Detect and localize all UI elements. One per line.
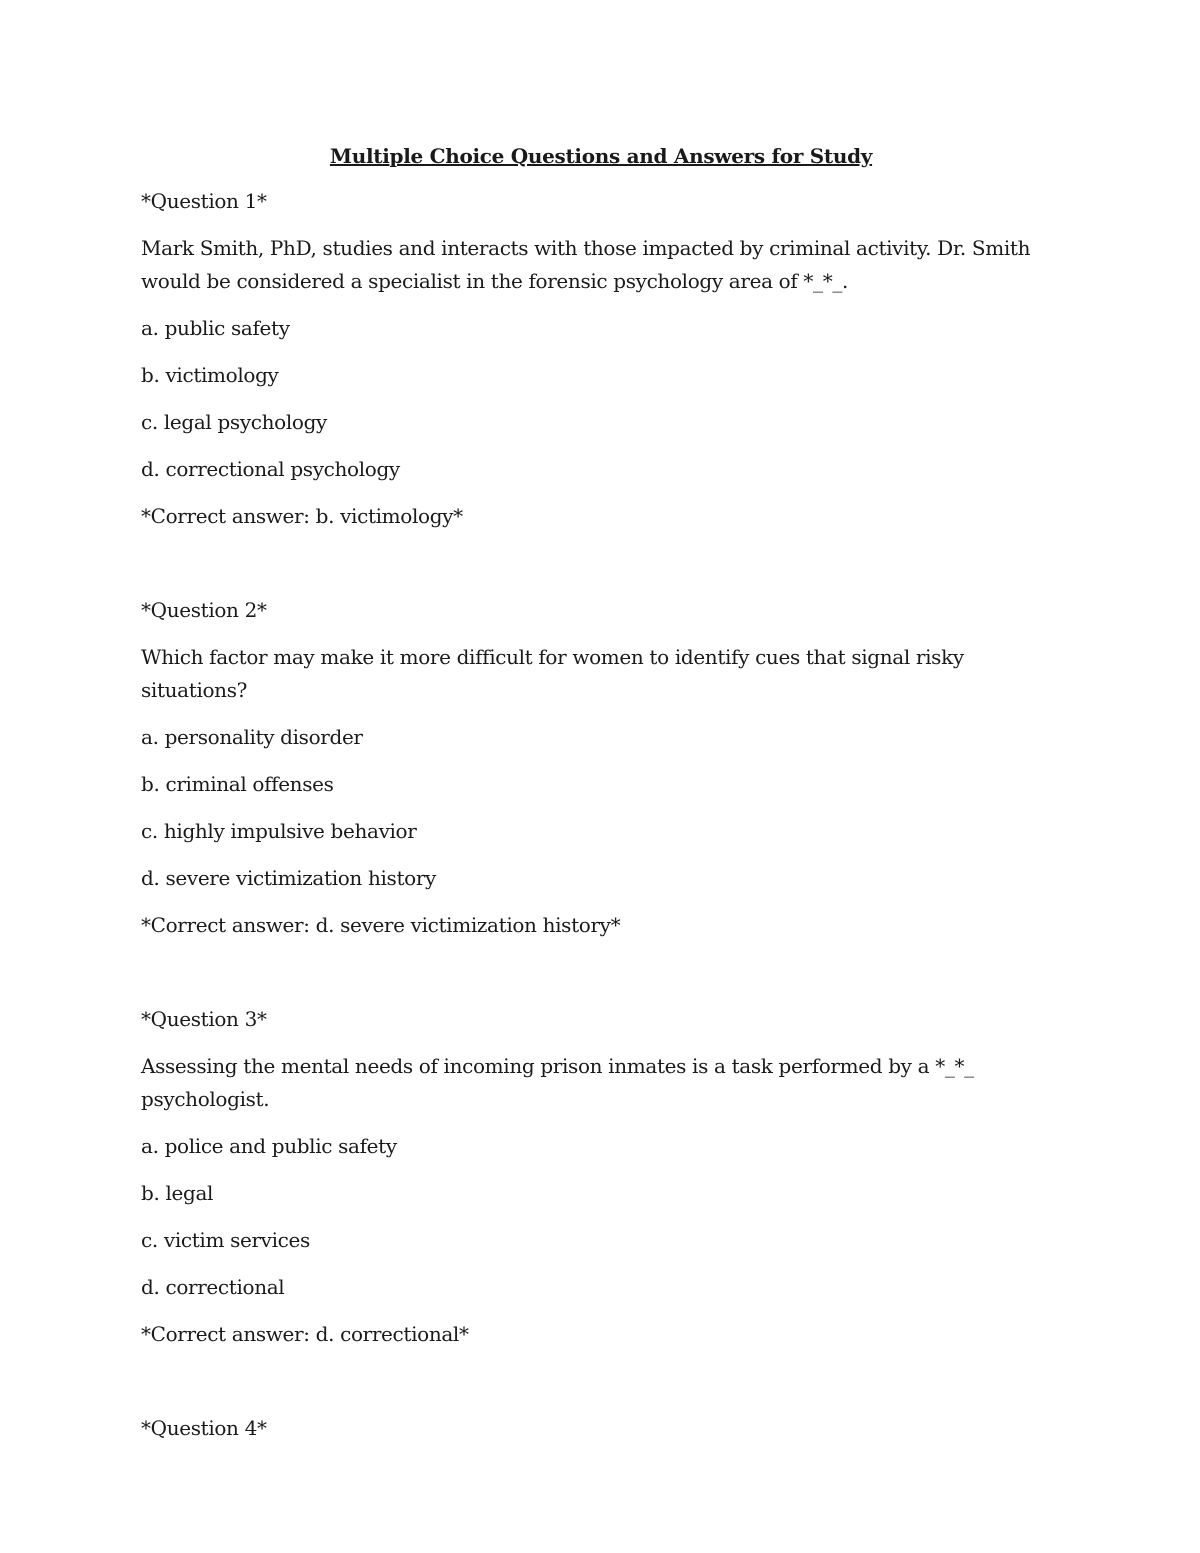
answer-option: c. highly impulsive behavior <box>141 819 417 843</box>
question-block <box>141 185 1061 533</box>
question-heading: *Question 4* <box>141 1416 267 1440</box>
spacer <box>141 956 1061 1003</box>
answer-option: d. severe victimization history <box>141 866 436 890</box>
answer-option: d. correctional psychology <box>141 457 400 481</box>
document-title: Multiple Choice Questions and Answers for Study <box>329 144 873 168</box>
document-page <box>141 138 1061 1459</box>
answer-option: b. legal <box>141 1181 214 1205</box>
answer-option: d. correctional <box>141 1275 285 1299</box>
correct-answer: *Correct answer: d. severe victimization history* <box>141 913 621 937</box>
spacer <box>141 547 1061 594</box>
question-stem: Which factor may make it more difficult for women to identify cues that signal risky situations? <box>141 645 964 702</box>
answer-option: c. victim services <box>141 1228 310 1252</box>
question-block <box>141 1412 1061 1445</box>
answer-option: b. victimology <box>141 363 279 387</box>
question-heading: *Question 2* <box>141 598 267 622</box>
question-heading: *Question 3* <box>141 1007 267 1031</box>
spacer <box>141 1365 1061 1412</box>
answer-option: b. criminal offenses <box>141 772 334 796</box>
question-block <box>141 1003 1061 1351</box>
question-heading: *Question 1* <box>141 189 267 213</box>
question-stem: Assessing the mental needs of incoming prison inmates is a task performed by a *_*_ psychologist. <box>141 1054 974 1111</box>
correct-answer: *Correct answer: d. correctional* <box>141 1322 469 1346</box>
answer-option: a. public safety <box>141 316 290 340</box>
correct-answer: *Correct answer: b. victimology* <box>141 504 463 528</box>
question-stem: Mark Smith, PhD, studies and interacts with those impacted by criminal activity. Dr. Smith would be considered a specialist in the forensic psychology area of *_*_. <box>141 236 1031 293</box>
answer-option: a. police and public safety <box>141 1134 397 1158</box>
question-block <box>141 594 1061 942</box>
answer-option: c. legal psychology <box>141 410 328 434</box>
answer-option: a. personality disorder <box>141 725 363 749</box>
